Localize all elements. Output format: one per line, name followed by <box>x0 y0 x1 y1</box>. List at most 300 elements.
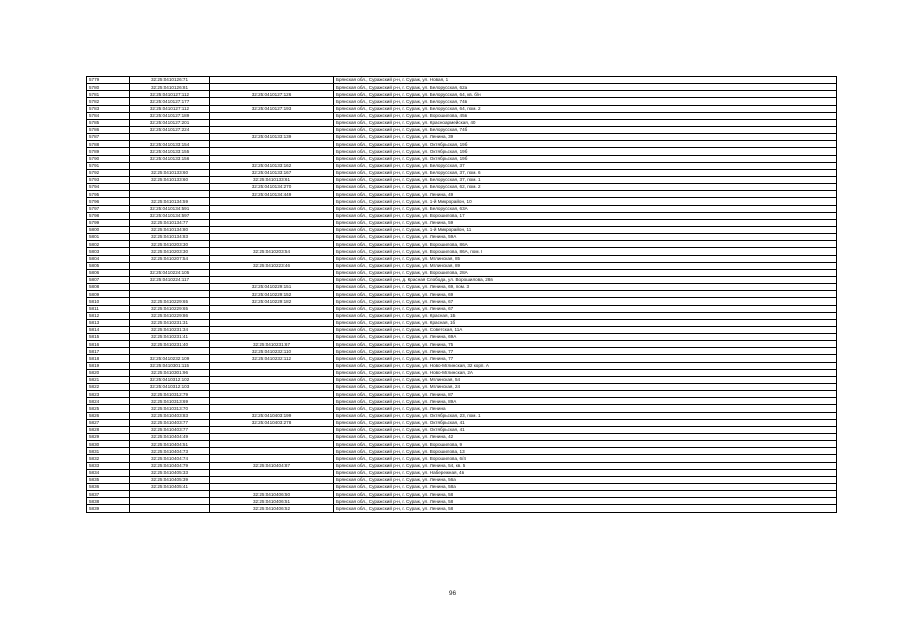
row-number-cell: 5801 <box>87 234 130 241</box>
table-row <box>87 155 837 162</box>
address-cell: Брянская обл., Суражский р-н, г. Сураж, ул. Красноармейская, 40 <box>334 119 837 126</box>
object-cadastral-number-cell <box>210 198 334 205</box>
object-cadastral-number-cell <box>210 155 334 162</box>
cadastral-number-cell <box>130 162 210 169</box>
table-row <box>87 298 837 305</box>
table-row <box>87 105 837 112</box>
cadastral-number-cell: 32:25:0410232:109 <box>130 355 210 362</box>
object-cadastral-number-cell: 32:25:0410404:87 <box>210 462 334 469</box>
object-cadastral-number-cell: 32:25:0410127:193 <box>210 105 334 112</box>
table-row <box>87 269 837 276</box>
address-cell: Брянская обл., Суражский р-н, г. Сураж, ул. Белорусская, 62, пом. 2 <box>334 184 837 191</box>
cadastral-number-cell: 32:25:0410313:69 <box>130 398 210 405</box>
row-number-cell: 5822 <box>87 384 130 391</box>
object-cadastral-number-cell <box>210 455 334 462</box>
cadastral-number-cell: 32:25:0410134:77 <box>130 219 210 226</box>
cadastral-number-cell: 32:25:0410403:77 <box>130 426 210 433</box>
table-row <box>87 491 837 498</box>
object-cadastral-number-cell: 32:25:0410133:162 <box>210 162 334 169</box>
address-cell: Брянская обл., Суражский р-н, г. Сураж, ул. Ленина, 75 <box>334 341 837 348</box>
table-row <box>87 376 837 383</box>
address-cell: Брянская обл., Суражский р-н, г. Сураж, ул. Ленина <box>334 405 837 412</box>
cadastral-number-cell: 32:25:0410403:83 <box>130 412 210 419</box>
cadastral-number-cell: 32:25:0410127:112 <box>130 105 210 112</box>
object-cadastral-number-cell <box>210 369 334 376</box>
table-row <box>87 498 837 505</box>
row-number-cell: 5789 <box>87 148 130 155</box>
address-cell: Брянская обл., Суражский р-н, г. Сураж, ул. Красная, 1б <box>334 319 837 326</box>
table-row <box>87 312 837 319</box>
address-cell: Брянская обл., Суражский р-н, г. Сураж, ул. 1-й Микрорайон, 11 <box>334 226 837 233</box>
table-row <box>87 419 837 426</box>
cadastral-number-cell: 32:25:0410405:39 <box>130 476 210 483</box>
row-number-cell: 5830 <box>87 441 130 448</box>
table-row <box>87 305 837 312</box>
table-row <box>87 391 837 398</box>
object-cadastral-number-cell <box>210 484 334 491</box>
address-cell: Брянская обл., Суражский р-н, г. Сураж, ул. Ленина, 89А <box>334 398 837 405</box>
cadastral-number-cell: 32:25:0410133:155 <box>130 148 210 155</box>
table-row <box>87 219 837 226</box>
row-number-cell: 5781 <box>87 91 130 98</box>
object-cadastral-number-cell <box>210 126 334 133</box>
object-cadastral-number-cell <box>210 312 334 319</box>
table-row <box>87 205 837 212</box>
table-row <box>87 505 837 512</box>
address-cell: Брянская обл., Суражский р-н, г. Сураж, ул. Октябрьская, 41 <box>334 419 837 426</box>
cadastral-number-cell: 32:25:0410229:65 <box>130 305 210 312</box>
cadastral-number-cell: 32:25:0410133:156 <box>130 155 210 162</box>
table-row <box>87 326 837 333</box>
address-cell: Брянская обл., Суражский р-н, г. Сураж, ул. Октябрьская, 23, пом. 1 <box>334 412 837 419</box>
table-row <box>87 441 837 448</box>
object-cadastral-number-cell <box>210 434 334 441</box>
address-cell: Брянская обл., Суражский р-н, г. Сураж, ул. Октябрьская, 19б <box>334 155 837 162</box>
address-cell: Брянская обл., Суражский р-н, г. Сураж, ул. Белорусская, 37, пом. 6 <box>334 169 837 176</box>
table-row <box>87 334 837 341</box>
cadastral-number-cell: 32:25:0410127:224 <box>130 126 210 133</box>
row-number-cell: 5818 <box>87 355 130 362</box>
object-cadastral-number-cell: 32:25:0410232:110 <box>210 348 334 355</box>
cadastral-number-cell: 32:25:0410312:79 <box>130 391 210 398</box>
cadastral-number-cell: 32:25:0410301:96 <box>130 369 210 376</box>
table-row <box>87 119 837 126</box>
table-row <box>87 162 837 169</box>
page-number: 96 <box>448 590 457 597</box>
address-cell: Брянская обл., Суражский р-н, г. Сураж, ул. Ленина, 77 <box>334 355 837 362</box>
table-row <box>87 148 837 155</box>
object-cadastral-number-cell: 32:25:0410203:54 <box>210 248 334 255</box>
row-number-cell: 5784 <box>87 112 130 119</box>
address-cell: Брянская обл., Суражский р-н, г. Сураж, ул. Мглинская, 54 <box>334 376 837 383</box>
address-cell: Брянская обл., Суражский р-н, г. Сураж, ул. Октябрьская, 41 <box>334 426 837 433</box>
address-cell: Брянская обл., Суражский р-н, г. Сураж, ул. Ворошилова, 9 <box>334 441 837 448</box>
row-number-cell: 5828 <box>87 426 130 433</box>
row-number-cell: 5797 <box>87 205 130 212</box>
address-cell: Брянская обл., Суражский р-н, д. Красная Слобода, ул. Ворошилова, 28в <box>334 276 837 283</box>
row-number-cell: 5787 <box>87 134 130 141</box>
address-cell: Брянская обл., Суражский р-н, г. Сураж, ул. Белорусская, 74в <box>334 98 837 105</box>
table-row <box>87 241 837 248</box>
object-cadastral-number-cell <box>210 112 334 119</box>
object-cadastral-number-cell: 32:25:0410406:51 <box>210 498 334 505</box>
cadastral-number-cell: 32:25:0410404:79 <box>130 462 210 469</box>
address-cell: Брянская обл., Суражский р-н, г. Сураж, ул. Мглинская, 24 <box>334 384 837 391</box>
cadastral-number-cell <box>130 284 210 291</box>
cadastral-number-cell: 32:25:0410126:81 <box>130 84 210 91</box>
cadastral-number-cell: 32:25:0410229:65 <box>130 298 210 305</box>
table-row <box>87 284 837 291</box>
object-cadastral-number-cell <box>210 362 334 369</box>
cadastral-number-cell: 32:25:0410313:70 <box>130 405 210 412</box>
row-number-cell: 5802 <box>87 241 130 248</box>
object-cadastral-number-cell <box>210 205 334 212</box>
address-cell: Брянская обл., Суражский р-н, г. Сураж, ул. 1-й Микрорайон, 10 <box>334 198 837 205</box>
address-cell: Брянская обл., Суражский р-н, г. Сураж, ул. Белорусская, 37, пом. 1 <box>334 176 837 183</box>
address-cell: Брянская обл., Суражский р-н, г. Сураж, ул. Ворошилова, 17 <box>334 212 837 219</box>
table-row <box>87 77 837 84</box>
cadastral-number-cell: 32:25:0410231:41 <box>130 334 210 341</box>
address-cell: Брянская обл., Суражский р-н, г. Сураж, ул. Красная, 1Б <box>334 312 837 319</box>
address-cell: Брянская обл., Суражский р-н, г. Сураж, ул. Новая, 1 <box>334 77 837 84</box>
table-row <box>87 476 837 483</box>
row-number-cell: 5788 <box>87 141 130 148</box>
cadastral-number-cell: 32:25:0410224:105 <box>130 269 210 276</box>
address-cell: Брянская обл., Суражский р-н, г. Сураж, ул. Октябрьская, 19б <box>334 141 837 148</box>
row-number-cell: 5836 <box>87 484 130 491</box>
row-number-cell: 5779 <box>87 77 130 84</box>
cadastral-number-cell: 32:25:0410133:154 <box>130 141 210 148</box>
address-cell: Брянская обл., Суражский р-н, г. Сураж, ул. Ленина, 54, кв. 5 <box>334 462 837 469</box>
table-row <box>87 369 837 376</box>
object-cadastral-number-cell <box>210 405 334 412</box>
cadastral-number-cell: 32:25:0410134:59 <box>130 198 210 205</box>
row-number-cell: 5810 <box>87 298 130 305</box>
address-cell: Брянская обл., Суражский р-н, г. Сураж, ул. Белорусская, 37 <box>334 162 837 169</box>
cadastral-number-cell: 32:25:0410127:189 <box>130 112 210 119</box>
table-row <box>87 291 837 298</box>
cadastral-number-cell: 32:25:0410229:86 <box>130 312 210 319</box>
cadastral-number-cell: 32:25:0410231:40 <box>130 341 210 348</box>
object-cadastral-number-cell <box>210 226 334 233</box>
object-cadastral-number-cell <box>210 469 334 476</box>
cadastral-number-cell: 32:25:0410312:103 <box>130 384 210 391</box>
row-number-cell: 5825 <box>87 405 130 412</box>
row-number-cell: 5819 <box>87 362 130 369</box>
row-number-cell: 5833 <box>87 462 130 469</box>
cadastral-number-cell: 32:25:0410207:54 <box>130 255 210 262</box>
cadastral-number-cell: 32:25:0410127:201 <box>130 119 210 126</box>
cadastral-number-cell: 32:25:0410404:74 <box>130 455 210 462</box>
address-cell: Брянская обл., Суражский р-н, г. Сураж, ул. Ново-Мглинская, 32 корп. А <box>334 362 837 369</box>
row-number-cell: 5811 <box>87 305 130 312</box>
row-number-cell: 5786 <box>87 126 130 133</box>
cadastral-number-cell: 32:25:0410405:33 <box>130 469 210 476</box>
cadastral-number-cell: 32:25:0410404:73 <box>130 448 210 455</box>
row-number-cell: 5838 <box>87 498 130 505</box>
row-number-cell: 5794 <box>87 184 130 191</box>
address-cell: Брянская обл., Суражский р-н, г. Сураж, ул. Ленина, 87 <box>334 391 837 398</box>
cadastral-number-cell: 32:25:0410312:102 <box>130 376 210 383</box>
object-cadastral-number-cell: 32:25:0410231:67 <box>210 341 334 348</box>
table-row <box>87 169 837 176</box>
object-cadastral-number-cell: 32:25:0410133:139 <box>210 134 334 141</box>
address-cell: Брянская обл., Суражский р-н, г. Сураж, ул. Ворошилова, 45в <box>334 112 837 119</box>
address-cell: Брянская обл., Суражский р-н, г. Сураж, ул. Белорусская, 64, пом. 2 <box>334 105 837 112</box>
object-cadastral-number-cell: 32:25:0410406:52 <box>210 505 334 512</box>
object-cadastral-number-cell <box>210 119 334 126</box>
cadastral-number-cell: 32:25:0410134:83 <box>130 234 210 241</box>
cadastral-number-cell: 32:25:0410404:51 <box>130 441 210 448</box>
cadastral-number-cell: 32:25:0410134:591 <box>130 205 210 212</box>
object-cadastral-number-cell <box>210 384 334 391</box>
address-cell: Брянская обл., Суражский р-н, г. Сураж, ул. Ворошилова, 28А <box>334 269 837 276</box>
cadastral-number-cell: 32:25:0410133:60 <box>130 169 210 176</box>
address-cell: Брянская обл., Суражский р-н, г. Сураж, ул. Ленина, 59 <box>334 219 837 226</box>
cadastral-number-cell: 32:25:0410404:49 <box>130 434 210 441</box>
object-cadastral-number-cell <box>210 234 334 241</box>
object-cadastral-number-cell <box>210 326 334 333</box>
cadastral-number-cell: 32:25:0410403:77 <box>130 419 210 426</box>
address-cell: Брянская обл., Суражский р-н, г. Сураж, ул. Ленина, 59А <box>334 234 837 241</box>
object-cadastral-number-cell <box>210 98 334 105</box>
table-row <box>87 226 837 233</box>
object-cadastral-number-cell <box>210 334 334 341</box>
object-cadastral-number-cell: 32:25:0410134:270 <box>210 184 334 191</box>
cadastral-number-cell: 32:25:0410301:115 <box>130 362 210 369</box>
cadastral-number-cell <box>130 491 210 498</box>
object-cadastral-number-cell <box>210 391 334 398</box>
cadastral-number-cell: 32:25:0410134:597 <box>130 212 210 219</box>
object-cadastral-number-cell <box>210 398 334 405</box>
row-number-cell: 5783 <box>87 105 130 112</box>
object-cadastral-number-cell: 32:25:0410232:112 <box>210 355 334 362</box>
table-row <box>87 434 837 441</box>
address-cell: Брянская обл., Суражский р-н, г. Сураж, ул. Ленина, 69, пом. 3 <box>334 284 837 291</box>
table-row <box>87 276 837 283</box>
object-cadastral-number-cell <box>210 84 334 91</box>
row-number-cell: 5785 <box>87 119 130 126</box>
object-cadastral-number-cell: 32:25:0410403:278 <box>210 419 334 426</box>
table-row <box>87 212 837 219</box>
table-row <box>87 469 837 476</box>
address-cell: Брянская обл., Суражский р-н, г. Сураж, ул. Ленина, 39 <box>334 134 837 141</box>
address-cell: Брянская обл., Суражский р-н, г. Сураж, ул. Белорусская, 74б <box>334 126 837 133</box>
address-cell: Брянская обл., Суражский р-н, г. Сураж, ул. Ново-Мглинская, 2А <box>334 369 837 376</box>
address-cell: Брянская обл., Суражский р-н, г. Сураж, ул. Ворошилова, 86А, пом. I <box>334 248 837 255</box>
table-row <box>87 355 837 362</box>
cadastral-number-cell: 32:25:0410203:30 <box>130 248 210 255</box>
address-cell: Брянская обл., Суражский р-н, г. Сураж, ул. Белорусская, 64, кв. б/н <box>334 91 837 98</box>
row-number-cell: 5817 <box>87 348 130 355</box>
row-number-cell: 5780 <box>87 84 130 91</box>
row-number-cell: 5815 <box>87 334 130 341</box>
address-cell: Брянская обл., Суражский р-н, г. Сураж, ул. Ленина, 56а <box>334 476 837 483</box>
address-cell: Брянская обл., Суражский р-н, г. Сураж, ул. Советская, 11А <box>334 326 837 333</box>
address-cell: Брянская обл., Суражский р-н, г. Сураж, ул. Набережная, 4в <box>334 469 837 476</box>
cadastral-number-cell: 32:25:0410127:177 <box>130 98 210 105</box>
object-cadastral-number-cell <box>210 426 334 433</box>
table-row <box>87 84 837 91</box>
row-number-cell: 5839 <box>87 505 130 512</box>
row-number-cell: 5800 <box>87 226 130 233</box>
table-row <box>87 341 837 348</box>
object-cadastral-number-cell <box>210 219 334 226</box>
table-row <box>87 262 837 269</box>
row-number-cell: 5798 <box>87 212 130 219</box>
address-cell: Брянская обл., Суражский р-н, г. Сураж, ул. Ворошилова, 13 <box>334 448 837 455</box>
address-cell: Брянская обл., Суражский р-н, г. Сураж, ул. Мглинская, 89 <box>334 262 837 269</box>
address-cell: Брянская обл., Суражский р-н, г. Сураж, ул. Ленина, 58а <box>334 484 837 491</box>
row-number-cell: 5832 <box>87 455 130 462</box>
table-row <box>87 184 837 191</box>
object-cadastral-number-cell: 32:25:0410223:46 <box>210 262 334 269</box>
row-number-cell: 5826 <box>87 412 130 419</box>
object-cadastral-number-cell: 32:25:0410133:61 <box>210 176 334 183</box>
cadastral-number-cell: 32:25:0410133:60 <box>130 176 210 183</box>
cadastral-number-cell: 32:25:0410126:71 <box>130 77 210 84</box>
object-cadastral-number-cell: 32:25:0410406:50 <box>210 491 334 498</box>
object-cadastral-number-cell <box>210 305 334 312</box>
row-number-cell: 5792 <box>87 169 130 176</box>
row-number-cell: 5837 <box>87 491 130 498</box>
object-cadastral-number-cell: 32:25:0410127:126 <box>210 91 334 98</box>
object-cadastral-number-cell <box>210 319 334 326</box>
cadastral-number-cell <box>130 498 210 505</box>
row-number-cell: 5809 <box>87 291 130 298</box>
table-row <box>87 455 837 462</box>
cadastral-number-cell: 32:25:0410405:41 <box>130 484 210 491</box>
row-number-cell: 5790 <box>87 155 130 162</box>
address-cell: Брянская обл., Суражский р-н, г. Сураж, ул. Ленина, 67 <box>334 305 837 312</box>
table-row <box>87 448 837 455</box>
address-cell: Брянская обл., Суражский р-н, г. Сураж, ул. Ленина, 42 <box>334 434 837 441</box>
row-number-cell: 5821 <box>87 376 130 383</box>
property-register-table <box>86 76 837 513</box>
object-cadastral-number-cell <box>210 276 334 283</box>
cadastral-number-cell <box>130 191 210 198</box>
address-cell: Брянская обл., Суражский р-н, г. Сураж, ул. Ленина, 67 <box>334 298 837 305</box>
table-row <box>87 462 837 469</box>
row-number-cell: 5831 <box>87 448 130 455</box>
table-row <box>87 348 837 355</box>
row-number-cell: 5807 <box>87 276 130 283</box>
row-number-cell: 5795 <box>87 191 130 198</box>
row-number-cell: 5782 <box>87 98 130 105</box>
object-cadastral-number-cell <box>210 448 334 455</box>
object-cadastral-number-cell <box>210 476 334 483</box>
cadastral-number-cell <box>130 262 210 269</box>
row-number-cell: 5791 <box>87 162 130 169</box>
row-number-cell: 5813 <box>87 319 130 326</box>
row-number-cell: 5796 <box>87 198 130 205</box>
cadastral-number-cell: 32:25:0410231:34 <box>130 326 210 333</box>
cadastral-number-cell <box>130 184 210 191</box>
table-row <box>87 91 837 98</box>
table-row <box>87 412 837 419</box>
table-row <box>87 255 837 262</box>
table-row <box>87 98 837 105</box>
table-row <box>87 234 837 241</box>
row-number-cell: 5805 <box>87 262 130 269</box>
row-number-cell: 5816 <box>87 341 130 348</box>
table-row <box>87 141 837 148</box>
row-number-cell: 5829 <box>87 434 130 441</box>
cadastral-number-cell <box>130 134 210 141</box>
object-cadastral-number-cell: 32:25:0410229:151 <box>210 284 334 291</box>
table-row <box>87 191 837 198</box>
row-number-cell: 5814 <box>87 326 130 333</box>
address-cell: Брянская обл., Суражский р-н, г. Сураж, ул. Белорусская, 62а <box>334 84 837 91</box>
address-cell: Брянская обл., Суражский р-н, г. Сураж, ул. Ленина, 58 <box>334 498 837 505</box>
object-cadastral-number-cell <box>210 269 334 276</box>
row-number-cell: 5834 <box>87 469 130 476</box>
row-number-cell: 5803 <box>87 248 130 255</box>
table-row <box>87 484 837 491</box>
table-row <box>87 398 837 405</box>
address-cell: Брянская обл., Суражский р-н, г. Сураж, ул. Ленина, 58 <box>334 505 837 512</box>
table-row <box>87 362 837 369</box>
row-number-cell: 5820 <box>87 369 130 376</box>
object-cadastral-number-cell <box>210 141 334 148</box>
row-number-cell: 5835 <box>87 476 130 483</box>
row-number-cell: 5827 <box>87 419 130 426</box>
object-cadastral-number-cell <box>210 241 334 248</box>
object-cadastral-number-cell <box>210 376 334 383</box>
address-cell: Брянская обл., Суражский р-н, г. Сураж, ул. Ленина, 77 <box>334 348 837 355</box>
row-number-cell: 5793 <box>87 176 130 183</box>
address-cell: Брянская обл., Суражский р-н, г. Сураж, ул. Ленина, 58 <box>334 491 837 498</box>
table-row <box>87 319 837 326</box>
table-row <box>87 198 837 205</box>
address-cell: Брянская обл., Суражский р-н, г. Сураж, ул. Мглинская, 85 <box>334 255 837 262</box>
object-cadastral-number-cell <box>210 441 334 448</box>
address-cell: Брянская обл., Суражский р-н, г. Сураж, ул. Ворошилова, 6/4 <box>334 455 837 462</box>
object-cadastral-number-cell: 32:25:0410229:182 <box>210 298 334 305</box>
cadastral-number-cell: 32:25:0410134:80 <box>130 226 210 233</box>
cadastral-number-cell <box>130 348 210 355</box>
row-number-cell: 5812 <box>87 312 130 319</box>
cadastral-number-cell: 32:25:0410203:30 <box>130 241 210 248</box>
cadastral-number-cell: 32:25:0410127:112 <box>130 91 210 98</box>
address-cell: Брянская обл., Суражский р-н, г. Сураж, ул. Ленина, 49 <box>334 191 837 198</box>
row-number-cell: 5806 <box>87 269 130 276</box>
row-number-cell: 5824 <box>87 398 130 405</box>
table-row <box>87 126 837 133</box>
table-row <box>87 426 837 433</box>
table-row <box>87 112 837 119</box>
object-cadastral-number-cell <box>210 255 334 262</box>
cadastral-number-cell: 32:25:0410231:31 <box>130 319 210 326</box>
register-body <box>87 77 837 513</box>
object-cadastral-number-cell: 32:25:0410229:152 <box>210 291 334 298</box>
row-number-cell: 5823 <box>87 391 130 398</box>
address-cell: Брянская обл., Суражский р-н, г. Сураж, ул. Ворошилова, 86А <box>334 241 837 248</box>
row-number-cell: 5799 <box>87 219 130 226</box>
address-cell: Брянская обл., Суражский р-н, г. Сураж, ул. Ленина, 69 <box>334 291 837 298</box>
cadastral-number-cell: 32:25:0410224:117 <box>130 276 210 283</box>
address-cell: Брянская обл., Суражский р-н, г. Сураж, ул. Белорусская, 63А <box>334 205 837 212</box>
row-number-cell: 5808 <box>87 284 130 291</box>
table-row <box>87 248 837 255</box>
object-cadastral-number-cell <box>210 148 334 155</box>
object-cadastral-number-cell: 32:25:0410403:199 <box>210 412 334 419</box>
address-cell: Брянская обл., Суражский р-н, г. Сураж, ул. Ленина, 69А <box>334 334 837 341</box>
address-cell: Брянская обл., Суражский р-н, г. Сураж, ул. Октябрьская, 19б <box>334 148 837 155</box>
object-cadastral-number-cell <box>210 212 334 219</box>
row-number-cell: 5804 <box>87 255 130 262</box>
object-cadastral-number-cell <box>210 77 334 84</box>
